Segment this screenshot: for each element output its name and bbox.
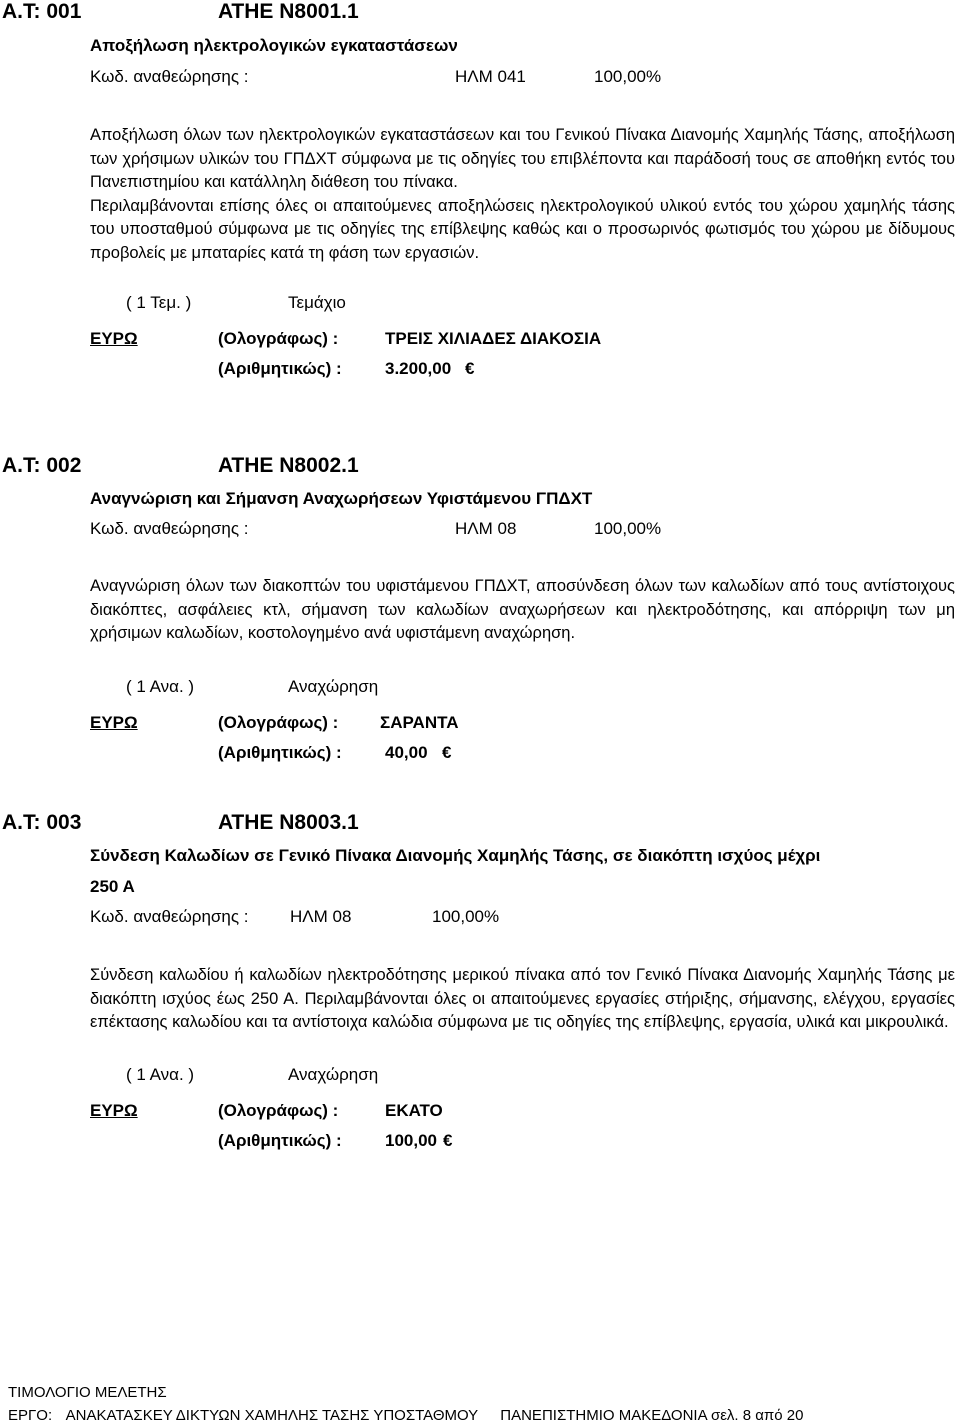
words-label: (Ολογράφως) : (218, 713, 339, 732)
revision-label: Κωδ. αναθεώρησης : (90, 907, 249, 926)
revision-percent: 100,00% (432, 907, 500, 926)
item-code: ΑΤΗΕ Ν8003.1 (218, 811, 359, 834)
price-words: ΤΡΕΙΣ ΧΙΛΙΑΔΕΣ ΔΙΑΚΟΣΙΑ (385, 329, 602, 348)
numeric-label: (Αριθμητικώς) : (218, 743, 342, 762)
item-description (90, 575, 955, 646)
item-title: Σύνδεση Καλωδίων σε Γενικό Πίνακα Διανομής Χαμηλής Τάσης, σε διακόπτη ισχύος μέχρι (90, 846, 821, 865)
item-at-label: Α.Τ: 003 (2, 811, 82, 834)
item-description (90, 124, 955, 266)
euro-icon: € (465, 359, 475, 378)
unit-name: Τεμάχιο (288, 293, 346, 312)
item-title: Αναγνώριση και Σήμανση Αναχωρήσεων Υφιστάμενου ΓΠΔΧΤ (90, 489, 593, 508)
price-words: ΣΑΡΑΝΤΑ (380, 713, 459, 732)
words-label: (Ολογράφως) : (218, 329, 339, 348)
numeric-label: (Αριθμητικώς) : (218, 359, 342, 378)
price-numeric: 3.200,00 (385, 359, 452, 378)
words-label: (Ολογράφως) : (218, 1101, 339, 1120)
description-paragraph: Περιλαμβάνονται επίσης όλες οι απαιτούμενες αποξηλώσεις ηλεκτρολογικού υλικού εντός του χώρου χαμηλής τάσης του υποσταθμού σύμφωνα με τις οδηγίες της επίβλεψης καθώς και ο προσωρινός φωτισμός του χώρου με δίδυμους προβολείς με μπαταρίες κατά τη φάση των εργασιών. (90, 196, 955, 262)
footer-university: ΠΑΝΕΠΙΣΤΗΜΙΟ ΜΑΚΕΔΟΝΙΑ (500, 1407, 707, 1424)
revision-code: ΗΛΜ 041 (455, 67, 526, 86)
price-numeric: 40,00 (385, 743, 428, 762)
numeric-label: (Αριθμητικώς) : (218, 1131, 342, 1150)
item-title: Αποξήλωση ηλεκτρολογικών εγκαταστάσεων (90, 36, 458, 55)
currency-label: ΕΥΡΩ (90, 329, 138, 348)
price-numeric: 100,00 (385, 1131, 437, 1150)
unit-name: Αναχώρηση (288, 1065, 379, 1084)
footer-project-line (8, 1407, 803, 1424)
description-paragraph: Αποξήλωση όλων των ηλεκτρολογικών εγκαταστάσεων και του Γενικού Πίνακα Διανομής Χαμηλής Τάσης, αποξήλωση των χρήσιμων υλικών του ΓΠΔΧΤ σύμφωνα με τις οδηγίες του επιβλέποντα και παράδοσή τους σε αποθήκη εντός του Πανεπιστημίου και κατάλληλη διάθεση του πίνακα. (90, 126, 955, 192)
item-description (90, 964, 955, 1035)
revision-label: Κωδ. αναθεώρησης : (90, 519, 249, 538)
revision-code: ΗΛΜ 08 (290, 907, 352, 926)
item-code: ΑΤΗΕ Ν8002.1 (218, 454, 359, 477)
revision-code: ΗΛΜ 08 (455, 519, 517, 538)
revision-percent: 100,00% (594, 67, 662, 86)
footer-doc-title: ΤΙΜΟΛΟΓΙΟ ΜΕΛΕΤΗΣ (8, 1384, 167, 1401)
footer-page-info: σελ. 8 από 20 (710, 1407, 804, 1424)
item-at-label: Α.Τ: 002 (2, 454, 82, 477)
description-paragraph: Σύνδεση καλωδίου ή καλωδίων ηλεκτροδότησης μερικού πίνακα από τον Γενικό Πίνακα Διανομής Χαμηλής Τάσης με διακόπτη ισχύος έως 250 Α. Περιλαμβάνονται όλες οι απαιτούμενες εργασίες στήριξης, σήμανσης, ελέγχου, εργασίες επέκτασης καλωδίου και τα αντίστοιχα καλώδια σύμφωνα με τις οδηγίες της επίβλεψης, εργασία, υλικά και μικρουλικά. (90, 966, 955, 1032)
unit-label: ( 1 Ανα. ) (126, 677, 195, 696)
item-title-line2: 250 Α (90, 877, 135, 896)
unit-name: Αναχώρηση (288, 677, 379, 696)
revision-label: Κωδ. αναθεώρησης : (90, 67, 249, 86)
revision-percent: 100,00% (594, 519, 662, 538)
euro-icon: € (443, 1131, 453, 1150)
item-code: ΑΤΗΕ Ν8001.1 (218, 0, 359, 23)
currency-label: ΕΥΡΩ (90, 713, 138, 732)
footer-project-name: ΑΝΑΚΑΤΑΣΚΕΥ ΔΙΚΤΥΩΝ ΧΑΜΗΛΗΣ ΤΑΣΗΣ ΥΠΟΣΤΑΘΜΟΥ (65, 1407, 478, 1424)
footer-project-label: ΕΡΓΟ: (8, 1407, 53, 1424)
currency-label: ΕΥΡΩ (90, 1101, 138, 1120)
euro-icon: € (442, 743, 452, 762)
unit-label: ( 1 Ανα. ) (126, 1065, 195, 1084)
price-words: ΕΚΑΤΟ (385, 1101, 443, 1120)
unit-label: ( 1 Τεμ. ) (126, 293, 192, 312)
item-at-label: Α.Τ: 001 (2, 0, 82, 23)
description-paragraph: Αναγνώριση όλων των διακοπτών του υφιστάμενου ΓΠΔΧΤ, αποσύνδεση όλων των καλωδίων από τους αντίστοιχους διακόπτες, ασφάλειες κτλ, σήμανση των καλωδίων αναχωρήσεων και ηλεκτροδότησης, και απόρριψη των μη χρήσιμων καλωδίων, κοστολογημένο ανά υφιστάμενη αναχώρηση. (90, 577, 955, 643)
